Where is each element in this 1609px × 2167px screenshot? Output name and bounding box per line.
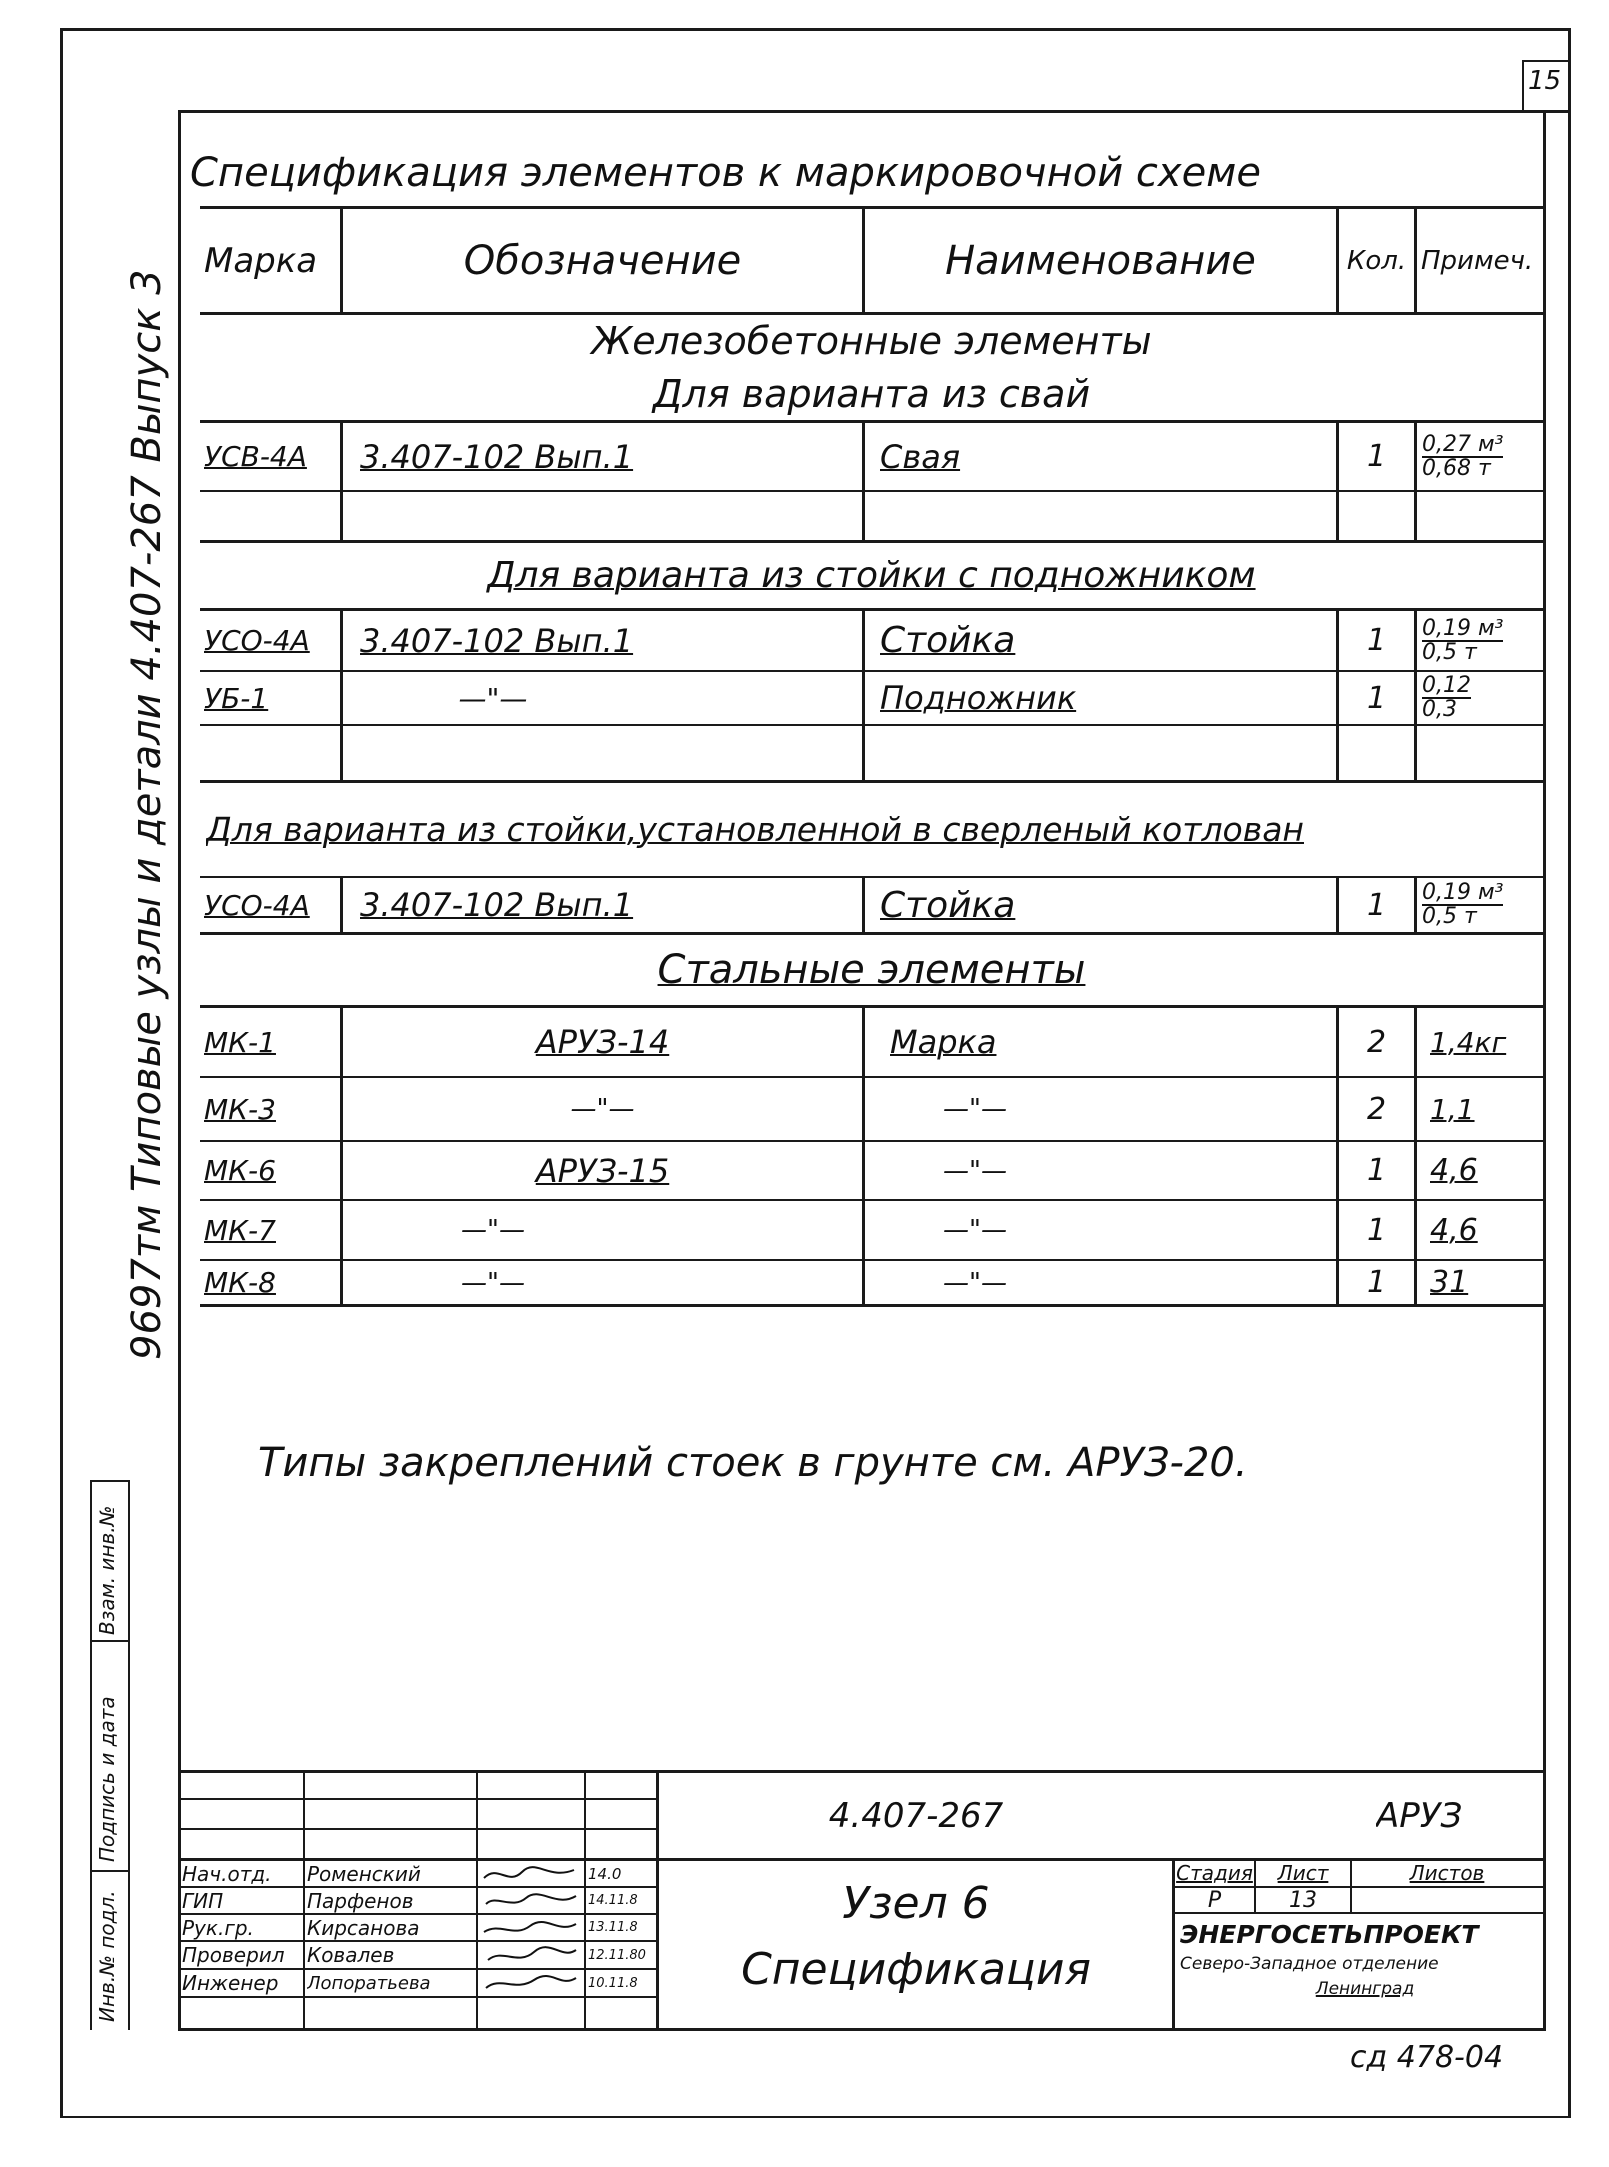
tb-row bbox=[178, 1996, 658, 1998]
signer-date: 12.11.80 bbox=[588, 1947, 646, 1963]
table-cell: Стойка bbox=[880, 884, 1016, 926]
row-line bbox=[200, 1304, 1543, 1307]
signer-role: ГИП bbox=[182, 1888, 224, 1913]
signer-date: 14.11.8 bbox=[588, 1893, 638, 1908]
table-row: УБ-1 bbox=[204, 681, 269, 715]
table-cell: АРУЗ-15 bbox=[535, 1151, 670, 1190]
table-row: УСО-4А bbox=[204, 888, 310, 922]
drawing-title-1: Узел 6 bbox=[842, 1877, 990, 1929]
signer-name: Роменский bbox=[307, 1861, 421, 1886]
section-steel: Стальные элементы bbox=[657, 947, 1086, 993]
inner-right bbox=[1543, 110, 1546, 2030]
table-cell: Марка bbox=[890, 1023, 997, 1061]
signer-name: Ковалев bbox=[307, 1943, 395, 1967]
tb-row bbox=[178, 1798, 658, 1800]
table-cell: АРУЗ-14 bbox=[535, 1023, 670, 1061]
inner-left bbox=[178, 110, 181, 2030]
archive-number: сд 478-04 bbox=[1350, 2040, 1504, 2075]
signer-name: Парфенов bbox=[307, 1888, 414, 1913]
table-cell: —"— bbox=[943, 1215, 1007, 1245]
stamp-div-1 bbox=[90, 1480, 130, 1482]
header-name: Наименование bbox=[945, 237, 1256, 284]
tb-row bbox=[178, 1828, 658, 1830]
table-cell: —"— bbox=[943, 1155, 1007, 1186]
table-cell: 1 bbox=[1366, 1265, 1387, 1300]
col-line bbox=[862, 608, 865, 782]
sheet-value: 13 bbox=[1289, 1888, 1317, 1912]
col-line bbox=[1414, 1005, 1417, 1307]
table-cell: —"— bbox=[943, 1267, 1007, 1298]
table-row: МК-6 bbox=[204, 1154, 276, 1187]
table-cell: 1 bbox=[1366, 1153, 1387, 1188]
col-line bbox=[862, 420, 865, 542]
tb-col bbox=[303, 1770, 305, 2030]
signatures bbox=[478, 1860, 584, 2000]
inner-top bbox=[178, 110, 1568, 113]
stamp-sign: Подпись и дата bbox=[95, 1696, 119, 1862]
section-reinforced-concrete: Железобетонные элементы bbox=[591, 319, 1152, 363]
table-cell: 31 bbox=[1430, 1265, 1469, 1300]
stamp-col-right bbox=[128, 1480, 130, 2030]
stamp-inv: Инв.№ подл. bbox=[95, 1890, 119, 2022]
frame-top bbox=[60, 28, 1570, 31]
frame-right bbox=[1568, 28, 1571, 2118]
header-designation: Обозначение bbox=[463, 237, 742, 284]
org-sub: Северо-Западное отделение bbox=[1180, 1954, 1439, 1974]
row-line bbox=[200, 490, 1543, 492]
table-cell: $\frac{0,12}{0,3}$ bbox=[1422, 673, 1471, 722]
signer-date: 13.11.8 bbox=[588, 1920, 638, 1935]
table-cell: 3.407-102 Вып.1 bbox=[360, 437, 634, 476]
signer-role: Инженер bbox=[182, 1971, 279, 1995]
table-row: УСВ-4А bbox=[204, 440, 307, 473]
signer-date: 14.0 bbox=[588, 1864, 622, 1883]
sheet-title: Спецификация элементов к маркировочной схеме bbox=[190, 150, 1261, 196]
row-line bbox=[200, 724, 1543, 726]
section-variant-stand-drilled: Для варианта из стойки,установленной в сверленый котлован bbox=[206, 810, 1304, 849]
drawing-title-2: Спецификация bbox=[741, 1943, 1091, 1995]
sheet-label: Лист bbox=[1277, 1861, 1329, 1885]
tb-stage-row bbox=[1172, 1912, 1546, 1914]
section-variant-stand-footing: Для варианта из стойки с подножником bbox=[487, 555, 1256, 596]
table-cell: 3.407-102 Вып.1 bbox=[360, 886, 634, 924]
table-row: МК-7 bbox=[204, 1213, 276, 1247]
table-cell: 1,4кг bbox=[1430, 1025, 1507, 1059]
stamp-div-3 bbox=[90, 1870, 130, 1872]
inner-bottom bbox=[178, 2028, 1546, 2031]
table-cell: 1 bbox=[1366, 439, 1387, 474]
signer-name: Кирсанова bbox=[307, 1915, 420, 1940]
table-cell: —"— bbox=[461, 1215, 525, 1245]
table-cell: 1 bbox=[1366, 1212, 1387, 1248]
stage-value: Р bbox=[1207, 1888, 1222, 1912]
header-note: Примеч. bbox=[1421, 245, 1534, 276]
col-line bbox=[1414, 876, 1417, 934]
album-code: АРУЗ bbox=[1376, 1795, 1463, 1836]
signer-role: Проверил bbox=[182, 1943, 285, 1967]
table-cell: Свая bbox=[880, 437, 961, 476]
stage-label: Стадия bbox=[1176, 1861, 1253, 1885]
stamp-col-left bbox=[90, 1480, 92, 2030]
table-cell: $\frac{\text{0,27 м³}}{0,68 т}$ bbox=[1422, 431, 1504, 481]
table-cell: 1 bbox=[1366, 623, 1387, 658]
stamp-div-2 bbox=[90, 1640, 130, 1642]
org-name: ЭНЕРГОСЕТЬПРОЕКТ bbox=[1180, 1919, 1479, 1949]
table-cell: 1 bbox=[1366, 680, 1387, 716]
col-line bbox=[1414, 420, 1417, 542]
table-cell: —"— bbox=[943, 1094, 1007, 1124]
signer-name: Лопоратьева bbox=[307, 1972, 431, 1994]
page-box-left bbox=[1522, 60, 1524, 112]
table-cell: Стойка bbox=[880, 620, 1016, 661]
col-line bbox=[340, 876, 343, 934]
table-cell: 4,6 bbox=[1430, 1212, 1478, 1248]
section-variant-piles: Для варианта из свай bbox=[652, 372, 1091, 416]
page-number: 15 bbox=[1528, 66, 1562, 96]
table-cell: Подножник bbox=[880, 679, 1077, 717]
frame-left bbox=[60, 28, 63, 2118]
sheets-label: Листов bbox=[1409, 1861, 1485, 1885]
page-box-top bbox=[1522, 60, 1568, 62]
table-cell: 2 bbox=[1366, 1091, 1387, 1127]
table-row: МК-3 bbox=[204, 1092, 276, 1126]
table-row: МК-1 bbox=[204, 1025, 276, 1059]
header-qty: Кол. bbox=[1346, 245, 1407, 276]
table-cell: 4,6 bbox=[1430, 1153, 1478, 1188]
table-cell: 1 bbox=[1366, 887, 1387, 923]
signer-date: 10.11.8 bbox=[588, 1975, 638, 1991]
table-cell: $\frac{\text{0,19 м³}}{0,5 т}$ bbox=[1422, 880, 1504, 929]
table-cell: —"— bbox=[461, 1267, 525, 1298]
installation-note: Типы закреплений стоек в грунте см. АРУЗ-20. bbox=[258, 1440, 1248, 1486]
side-title: 9697тм Типовые узлы и детали 4.407-267 Выпуск 3 bbox=[124, 269, 170, 1360]
table-cell: 3.407-102 Вып.1 bbox=[360, 621, 634, 660]
table-cell: $\frac{\text{0,19 м³}}{0,5 т}$ bbox=[1422, 615, 1504, 665]
table-cell: 1,1 bbox=[1430, 1092, 1475, 1126]
table-row: УСО-4А bbox=[204, 624, 310, 657]
stamp-replace: Взам. инв.№ bbox=[95, 1505, 119, 1635]
tb-col bbox=[656, 1770, 659, 2030]
table-cell: —"— bbox=[570, 1094, 635, 1124]
org-city: Ленинград bbox=[1315, 1979, 1415, 1999]
table-cell: —"— bbox=[458, 681, 528, 715]
header-mark: Марка bbox=[204, 240, 318, 281]
tb-col bbox=[584, 1770, 586, 2030]
frame-bottom bbox=[60, 2116, 1570, 2118]
col-line bbox=[862, 876, 865, 934]
table-row: МК-8 bbox=[204, 1266, 276, 1299]
signer-role: Рук.гр. bbox=[182, 1915, 254, 1940]
col-line bbox=[1414, 608, 1417, 782]
signer-role: Нач.отд. bbox=[182, 1861, 272, 1886]
col-line bbox=[340, 420, 343, 542]
doc-code: 4.407-267 bbox=[828, 1795, 1004, 1836]
table-cell: 2 bbox=[1366, 1024, 1387, 1060]
